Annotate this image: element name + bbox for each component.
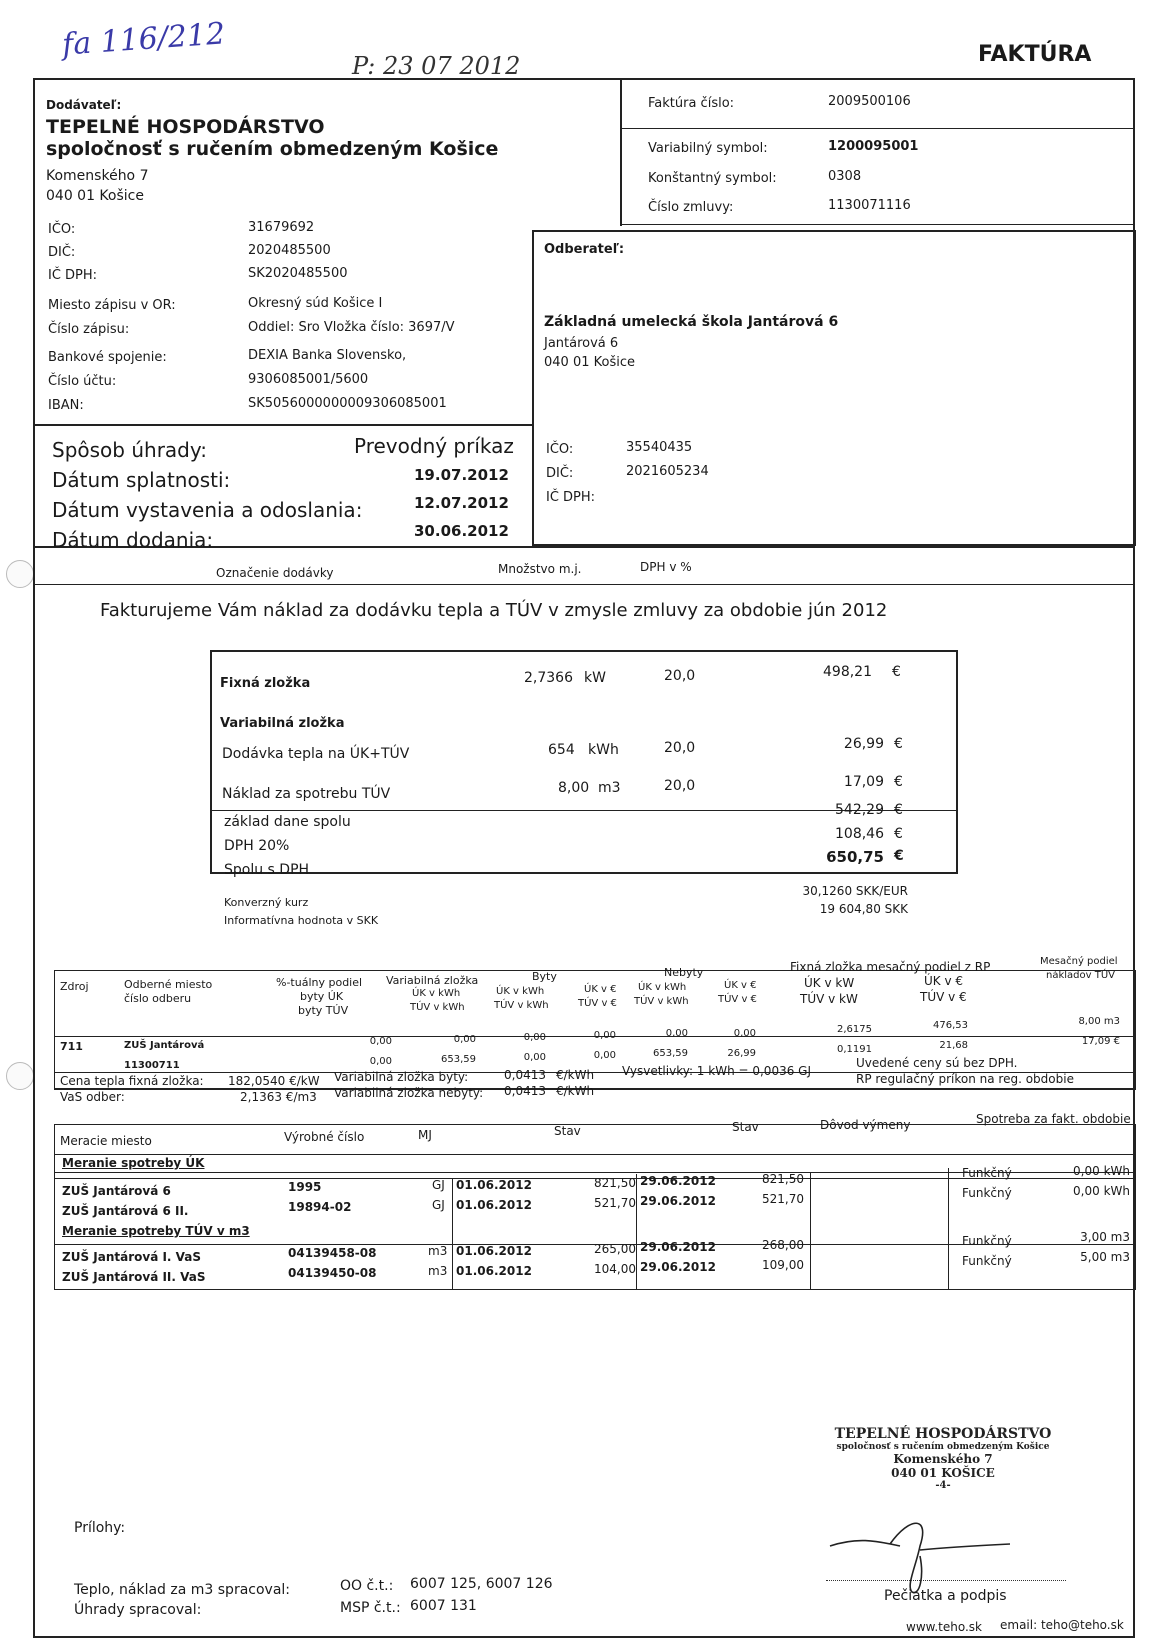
issue-date-label: Dátum vystavenia a odoslania: <box>52 498 363 522</box>
vat-label: DPH 20% <box>224 838 290 854</box>
meter-row-usage: 3,00 m3 <box>1080 1230 1130 1244</box>
heat-delivery-label: Dodávka tepla na ÚK+TÚV <box>222 746 410 762</box>
payment-method: Prevodný príkaz <box>354 434 514 458</box>
dist-header-share: %-tuálny podiel <box>276 976 363 989</box>
dist-header-tuv-kwh: TÚV v kWh <box>634 996 689 1007</box>
delivery-date-label: Dátum dodania: <box>52 528 214 552</box>
currency-symbol: € <box>894 774 903 790</box>
heat-delivery-amount: 26,99 <box>843 736 884 752</box>
dist-header-fixed: Fixná zložka mesačný podiel z RP <box>790 960 991 974</box>
supplier-reg-place: Okresný súd Košice I <box>248 296 383 311</box>
delivery-date: 30.06.2012 <box>414 522 509 540</box>
company-stamp <box>818 1426 1068 1491</box>
customer-ico: 35540435 <box>626 440 693 455</box>
variable-nonflats: 0,0413 <box>504 1084 546 1098</box>
constant-symbol-label: Konštantný symbol: <box>648 171 777 186</box>
dist-source: 711 <box>60 1040 83 1053</box>
meter-row-value2: 109,00 <box>762 1258 804 1272</box>
water-label: VaS odber: <box>60 1090 125 1104</box>
invoice-number-label: Faktúra číslo: <box>648 96 735 111</box>
dist-header-fixed-uk-eur: ÚK v € <box>924 974 964 988</box>
customer-heading: Odberateľ: <box>544 242 625 257</box>
meter-row-status: Funkčný <box>962 1186 1012 1200</box>
hot-water-amount: 17,09 <box>843 774 884 790</box>
meter-row-place: ZUŠ Jantárová II. VaS <box>62 1270 206 1284</box>
dist-row2-cell: 21,68 <box>939 1040 968 1051</box>
supplier-iban-label: IBAN: <box>48 398 84 413</box>
payment-method-label: Spôsob úhrady: <box>52 438 207 462</box>
variable-flats: 0,0413 <box>504 1068 546 1082</box>
hot-water-vat: 20,0 <box>664 778 696 794</box>
dist-row2-cell: 0,00 <box>593 1050 616 1061</box>
meter-row-value1: 821,50 <box>594 1176 636 1190</box>
meter-row-value1: 104,00 <box>594 1262 636 1276</box>
oo-phones: 6007 125, 6007 126 <box>410 1576 553 1592</box>
customer-name: Základná umelecká škola Jantárová 6 <box>544 314 839 330</box>
fixed-component-vat: 20,0 <box>664 668 696 684</box>
meter-row-date2: 29.06.2012 <box>640 1240 716 1254</box>
note-rp: RP regulačný príkon na reg. obdobie <box>856 1072 1074 1086</box>
variable-symbol: 1200095001 <box>828 139 919 154</box>
contract-number: 1130071116 <box>828 198 911 213</box>
dist-row1-cell: 0,00 <box>523 1032 546 1043</box>
stamp-line: -4- <box>935 1480 951 1491</box>
currency-symbol: € <box>894 802 903 818</box>
meter-row-usage: 0,00 kWh <box>1073 1184 1130 1198</box>
meter-row-status: Funkčný <box>962 1234 1012 1248</box>
conversion-rate-label: Konverzný kurz <box>224 896 309 909</box>
customer-street: Jantárová 6 <box>544 336 619 351</box>
supplier-street: Komenského 7 <box>46 168 149 184</box>
tax-base-label: základ dane spolu <box>224 814 351 830</box>
meter-row-value2: 521,70 <box>762 1192 804 1206</box>
supplier-dic-label: DIČ: <box>48 245 76 260</box>
meter-row-usage: 5,00 m3 <box>1080 1250 1130 1264</box>
customer-ico-label: IČO: <box>546 442 574 457</box>
meter-row-value1: 521,70 <box>594 1196 636 1210</box>
dist-header-tuv-kwh: TÚV v kWh <box>410 1002 465 1013</box>
attachments-label: Prílohy: <box>74 1520 126 1536</box>
meter-header-unit: MJ <box>418 1128 432 1142</box>
conversion-rate: 30,1260 SKK/EUR <box>802 884 908 898</box>
dist-header-flats: Byty <box>532 970 557 983</box>
fixed-price: 182,0540 €/kW <box>228 1074 320 1088</box>
dist-row1-cell: 0,00 <box>593 1030 616 1041</box>
msp-phone: 6007 131 <box>410 1598 477 1614</box>
meter-row-serial: 04139458-08 <box>288 1246 377 1260</box>
fixed-component-qty: 2,7366 <box>524 670 573 686</box>
currency-symbol: € <box>894 848 904 864</box>
stamp-line: spoločnosť s ručením obmedzeným Košice <box>836 1442 1050 1452</box>
dist-header-fixed-uk-kw: ÚK v kW <box>804 976 855 990</box>
meter-row-usage: 0,00 kWh <box>1073 1164 1130 1178</box>
customer-icdph-label: IČ DPH: <box>546 490 596 505</box>
meter-row-date1: 01.06.2012 <box>456 1198 532 1212</box>
skk-value: 19 604,80 SKK <box>819 902 908 916</box>
supplier-heading: Dodávateľ: <box>46 98 122 112</box>
dist-row1-cell: 0,00 <box>453 1034 476 1045</box>
supplier-account-label: Číslo účtu: <box>48 374 117 389</box>
dist-place-no: 11300711 <box>124 1060 180 1071</box>
dist-row2-cell: 0,00 <box>369 1056 392 1067</box>
meter-row-date1: 01.06.2012 <box>456 1264 532 1278</box>
dist-header-uk-kwh: ÚK v kWh <box>412 988 461 999</box>
variable-nonflats-label: Variabilná zložka nebyty: <box>334 1086 484 1100</box>
dist-row2-cell: 0,00 <box>523 1052 546 1063</box>
msp-label: MSP č.t.: <box>340 1600 401 1616</box>
dist-header-uk-eur: ÚK v € <box>724 980 757 991</box>
total-label: Spolu s DPH <box>224 862 310 878</box>
meter-row-place: ZUŠ Jantárová 6 II. <box>62 1204 189 1218</box>
supplier-name-line2: spoločnosť s ručením obmedzeným Košice <box>46 138 499 160</box>
meter-row-status: Funkčný <box>962 1254 1012 1268</box>
payments-label: Úhrady spracoval: <box>74 1602 202 1618</box>
issue-date: 12.07.2012 <box>414 494 509 512</box>
meter-row-serial: 04139450-08 <box>288 1266 377 1280</box>
heat-delivery-vat: 20,0 <box>664 740 696 756</box>
hot-water-unit: m3 <box>598 780 621 796</box>
meter-row-place: ZUŠ Jantárová I. VaS <box>62 1250 202 1264</box>
stamp-signature-label: Pečiatka a podpis <box>884 1588 1007 1604</box>
dist-header-uk-kwh: ÚK v kWh <box>496 986 545 997</box>
dist-row1-cell: 476,53 <box>933 1020 968 1031</box>
due-date-label: Dátum splatnosti: <box>52 468 231 492</box>
dist-header-monthly: Mesačný podiel <box>1040 956 1118 967</box>
meter-header-usage: Spotreba za fakt. obdobie <box>976 1112 1131 1126</box>
supplier-icdph: SK2020485500 <box>248 266 348 281</box>
column-header-quantity: Množstvo m.j. <box>498 562 582 576</box>
punch-hole <box>6 1062 34 1090</box>
dist-row1-cell: 2,6175 <box>837 1024 872 1035</box>
variable-flats-unit: €/kWh <box>556 1068 595 1082</box>
meter-header-state1: Stav <box>554 1124 581 1138</box>
meter-header-state2: Stav <box>732 1120 759 1134</box>
variable-nonflats-unit: €/kWh <box>556 1084 595 1098</box>
stamp-line: TEPELNÉ HOSPODÁRSTVO <box>834 1426 1052 1442</box>
dist-row2-cell: 0,1191 <box>837 1044 872 1055</box>
currency-symbol: € <box>894 826 903 842</box>
invoice-intro: Fakturujeme Vám náklad za dodávku tepla a TÚV v zmysle zmluvy za obdobie jún 2012 <box>100 600 888 621</box>
meter-header-reason: Dôvod výmeny <box>820 1118 911 1132</box>
due-date: 19.07.2012 <box>414 466 509 484</box>
stamp-line: Komenského 7 <box>893 1452 993 1466</box>
supplier-dic: 2020485500 <box>248 243 331 258</box>
variable-flats-label: Variabilná zložka byty: <box>334 1070 469 1084</box>
supplier-reg-place-label: Miesto zápisu v OR: <box>48 298 176 313</box>
dist-header-fixed-tuv-kw: TÚV v kW <box>800 992 858 1006</box>
email: email: teho@teho.sk <box>1000 1618 1124 1632</box>
contract-number-label: Číslo zmluvy: <box>648 200 734 215</box>
meter-row-date2: 29.06.2012 <box>640 1260 716 1274</box>
meter-row-value2: 268,00 <box>762 1238 804 1252</box>
oo-label: OO č.t.: <box>340 1578 394 1594</box>
meter-row-serial: 1995 <box>288 1180 322 1194</box>
supplier-reg-no-label: Číslo zápisu: <box>48 322 130 337</box>
dist-row1-cell: 0,00 <box>665 1028 688 1039</box>
meter-row-value1: 265,00 <box>594 1242 636 1256</box>
supplier-iban: SK5056000000009306085001 <box>248 396 447 411</box>
meter-row-date2: 29.06.2012 <box>640 1194 716 1208</box>
supplier-city: 040 01 Košice <box>46 188 144 204</box>
document-title: FAKTÚRA <box>978 42 1092 67</box>
dist-header-fixed-tuv-eur: TÚV v € <box>920 990 967 1004</box>
stamp-line: 040 01 KOŠICE <box>891 1466 995 1480</box>
heat-delivery-unit: kWh <box>588 742 619 758</box>
dist-header-place: Odberné miesto <box>124 978 213 991</box>
vat-amount: 108,46 <box>835 826 884 842</box>
supplier-account: 9306085001/5600 <box>248 372 369 387</box>
column-header-item: Označenie dodávky <box>216 566 334 580</box>
fixed-price-label: Cena tepla fixná zložka: <box>60 1074 204 1088</box>
dist-header-place-no: číslo odberu <box>124 992 192 1005</box>
website: www.teho.sk <box>906 1620 982 1634</box>
dist-place: ZUŠ Jantárová <box>124 1040 205 1051</box>
fixed-component-label: Fixná zložka <box>220 676 311 691</box>
handwritten-reference: fa 116/212 <box>60 16 227 63</box>
handwritten-received-date: P: 23 07 2012 <box>352 52 521 80</box>
currency-symbol: € <box>894 736 903 752</box>
supplier-reg-no: Oddiel: Sro Vložka číslo: 3697/V <box>248 320 455 335</box>
meter-row-status: Funkčný <box>962 1166 1012 1180</box>
hot-water-qty: 8,00 <box>558 780 590 796</box>
dist-row2-cell: 653,59 <box>441 1054 476 1065</box>
punch-hole <box>6 560 34 588</box>
supplier-bank-label: Bankové spojenie: <box>48 350 167 365</box>
supplier-ico: 31679692 <box>248 220 315 235</box>
constant-symbol: 0308 <box>828 169 862 184</box>
meter-section-hot-water: Meranie spotreby TÚV v m3 <box>62 1224 250 1238</box>
meter-row-unit: GJ <box>432 1178 445 1192</box>
dist-row2-cell: 26,99 <box>727 1048 756 1059</box>
customer-dic: 2021605234 <box>626 464 709 479</box>
dist-row2-cell: 653,59 <box>653 1048 688 1059</box>
dist-header-source: Zdroj <box>60 980 89 993</box>
dist-header-nonflats: Nebyty <box>664 966 704 979</box>
supplier-icdph-label: IČ DPH: <box>48 268 98 283</box>
skk-value-label: Informatívna hodnota v SKK <box>224 914 379 927</box>
dist-header-uk-eur: ÚK v € <box>584 984 617 995</box>
dist-row1-cell: 8,00 m3 <box>1078 1016 1120 1027</box>
supplier-ico-label: IČO: <box>48 222 76 237</box>
customer-dic-label: DIČ: <box>546 466 574 481</box>
variable-component-label: Variabilná zložka <box>220 716 345 731</box>
dist-header-share-uk: byty ÚK <box>300 990 344 1003</box>
meter-row-place: ZUŠ Jantárová 6 <box>62 1184 171 1198</box>
dist-header-tuv-eur: TÚV v € <box>718 994 757 1005</box>
water-price: 2,1363 €/m3 <box>240 1090 317 1104</box>
tax-base-amount: 542,29 <box>835 802 884 818</box>
meter-header-serial: Výrobné číslo <box>284 1130 365 1144</box>
signature <box>820 1506 1020 1596</box>
column-header-vat: DPH v % <box>640 560 692 574</box>
dist-header-variable: Variabilná zložka <box>386 974 479 987</box>
meter-row-unit: m3 <box>428 1264 448 1278</box>
fixed-component-amount: 498,21 <box>823 664 872 680</box>
supplier-bank: DEXIA Banka Slovensko, <box>248 348 407 363</box>
dist-header-tuv-kwh: TÚV v kWh <box>494 1000 549 1011</box>
dist-header-uk-kwh: ÚK v kWh <box>638 982 687 993</box>
dist-header-tuv-eur: TÚV v € <box>578 998 617 1009</box>
dist-row1-cell: 0,00 <box>733 1028 756 1039</box>
supplier-name-line1: TEPELNÉ HOSPODÁRSTVO <box>46 116 325 138</box>
dist-header-share-tuv: byty TÚV <box>298 1004 349 1017</box>
note-conversion: Vysvetlivky: 1 kWh = 0,0036 GJ <box>622 1064 811 1078</box>
meter-section-heating: Meranie spotreby ÚK <box>62 1156 205 1170</box>
heat-delivery-qty: 654 <box>548 742 575 758</box>
meter-row-unit: GJ <box>432 1198 445 1212</box>
customer-city: 040 01 Košice <box>544 355 635 370</box>
currency-symbol: € <box>892 664 901 680</box>
variable-symbol-label: Variabilný symbol: <box>648 141 768 156</box>
note-no-vat: Uvedené ceny sú bez DPH. <box>856 1056 1018 1070</box>
dist-row1-cell: 0,00 <box>369 1036 392 1047</box>
fixed-component-unit: kW <box>584 670 606 686</box>
dist-row2-cell: 17,09 € <box>1081 1036 1120 1047</box>
total-amount: 650,75 <box>826 848 884 866</box>
meter-header-place: Meracie miesto <box>60 1134 152 1148</box>
customer-box <box>532 230 1136 546</box>
hot-water-label: Náklad za spotrebu TÚV <box>222 786 391 802</box>
meter-row-date1: 01.06.2012 <box>456 1244 532 1258</box>
processed-label: Teplo, náklad za m3 spracoval: <box>74 1582 291 1598</box>
dist-header-monthly-tuv: nákladov TÚV <box>1046 970 1115 981</box>
meter-row-unit: m3 <box>428 1244 448 1258</box>
invoice-number: 2009500106 <box>828 94 911 109</box>
meter-row-date1: 01.06.2012 <box>456 1178 532 1192</box>
meter-row-serial: 19894-02 <box>288 1200 352 1214</box>
meter-row-date2: 29.06.2012 <box>640 1174 716 1188</box>
meter-row-value2: 821,50 <box>762 1172 804 1186</box>
